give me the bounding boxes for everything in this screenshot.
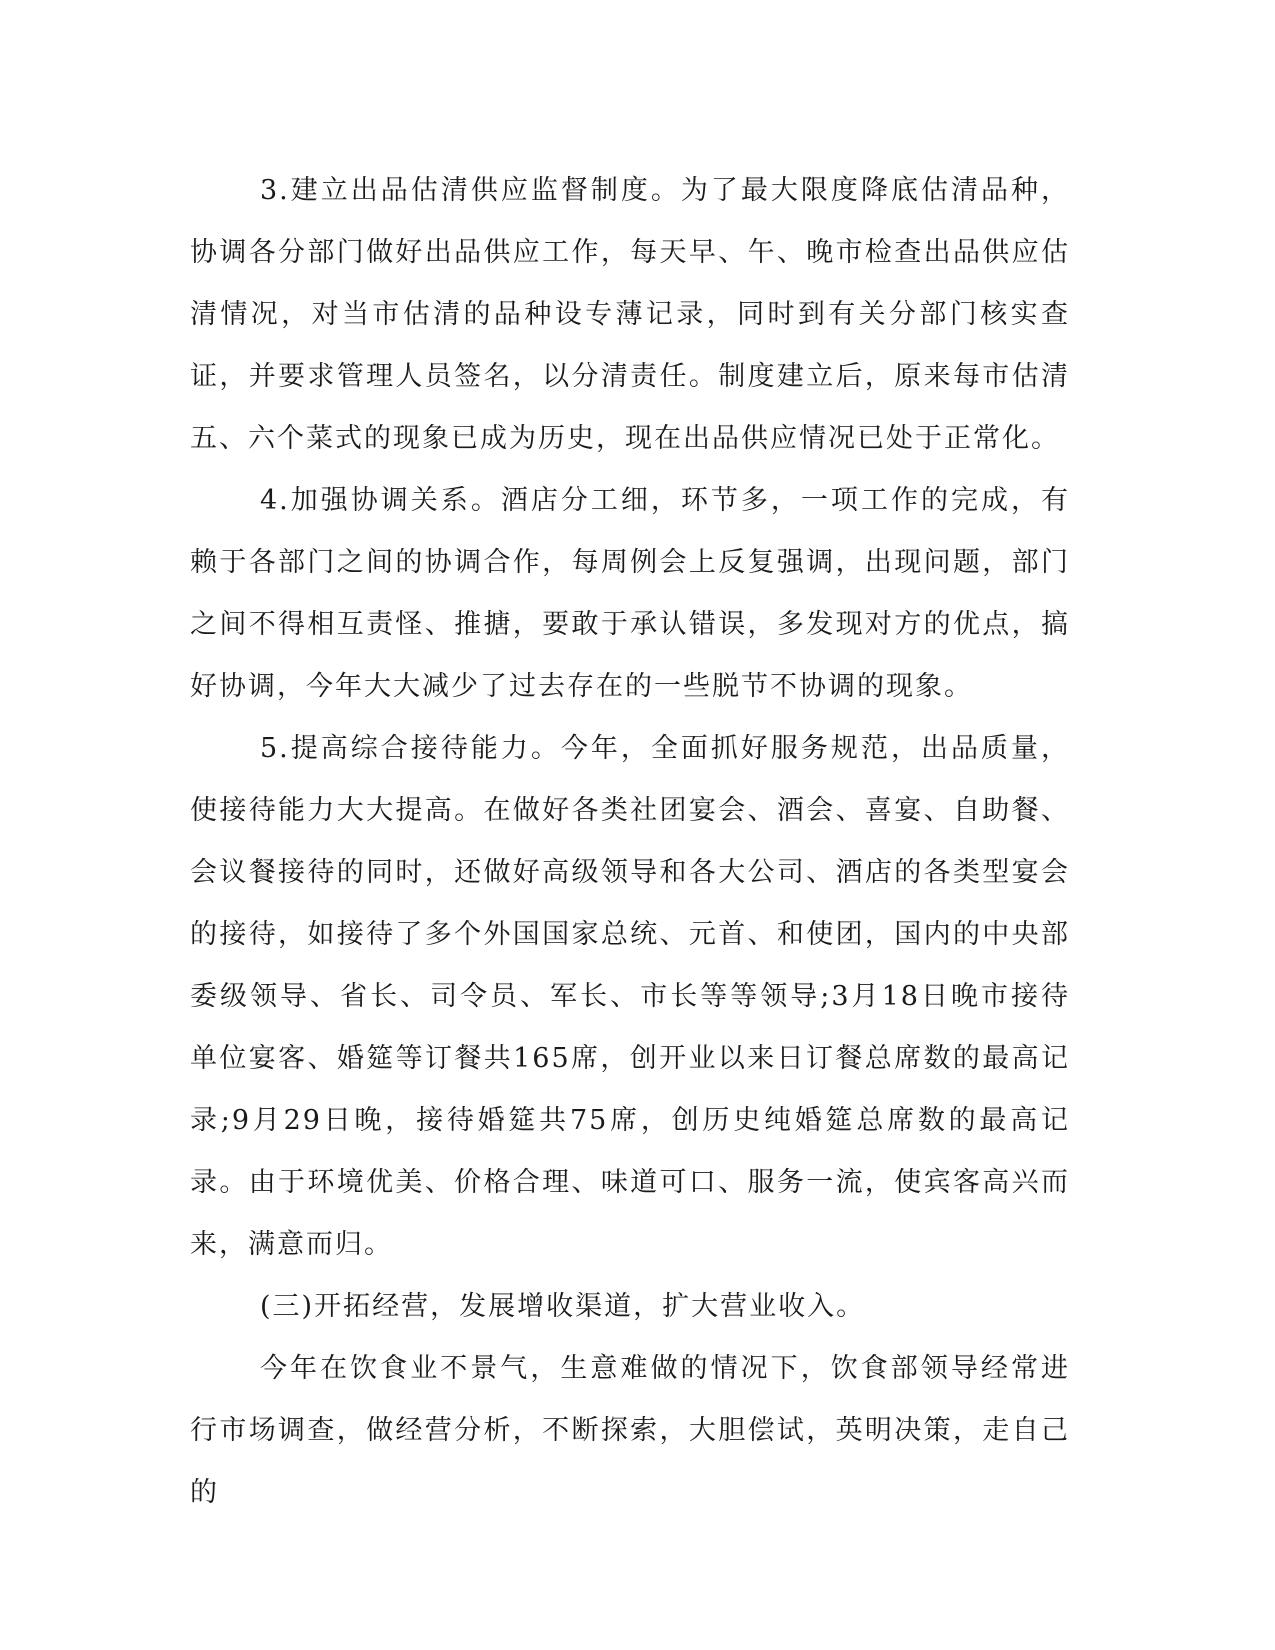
paragraph-reception-capacity: 5.提高综合接待能力。今年，全面抓好服务规范，出品质量，使接待能力大大提高。在做好各类社团宴会、酒会、喜宴、自助餐、会议餐接待的同时，还做好高级领导和各大公司、酒店的各类型宴会的接待，如接待了多个外国国家总统、元首、和使团，国内的中央部委级领导、省长、司令员、军长、市长等等领导;3月18日晚市接待单位宴客、婚筵等订餐共165席，创开业以来日订餐总席数的最高记录;9月29日晚，接待婚筵共75席，创历史纯婚筵总席数的最高记录。由于环境优美、价格合理、味道可口、服务一流，使宾客高兴而来，满意而归。: [190, 733, 1070, 1260]
paragraph-market-research: 今年在饮食业不景气，生意难做的情况下，饮食部领导经常进行市场调查，做经营分析，不断探索，大胆偿试，英明决策，走自己的: [190, 1353, 1070, 1508]
paragraph-supply-supervision: 3.建立出品估清供应监督制度。为了最大限度降底估清品种，协调各分部门做好出品供应工作，每天早、午、晚市检查出品供应估清情况，对当市估清的品种设专薄记录，同时到有关分部门核实查证，并要求管理人员签名，以分清责任。制度建立后，原来每市估清五、六个菜式的现象已成为历史，现在出品供应情况已处于正常化。: [190, 175, 1070, 454]
document-body: [190, 160, 1070, 1524]
section-heading-business-expansion: (三)开拓经营，发展增收渠道，扩大营业收入。: [260, 1291, 866, 1322]
paragraph-coordination: 4.加强协调关系。酒店分工细，环节多，一项工作的完成，有赖于各部门之间的协调合作，每周例会上反复强调，出现问题，部门之间不得相互责怪、推搪，要敢于承认错误，多发现对方的优点，搞好协调，今年大大减少了过去存在的一些脱节不协调的现象。: [190, 485, 1070, 702]
